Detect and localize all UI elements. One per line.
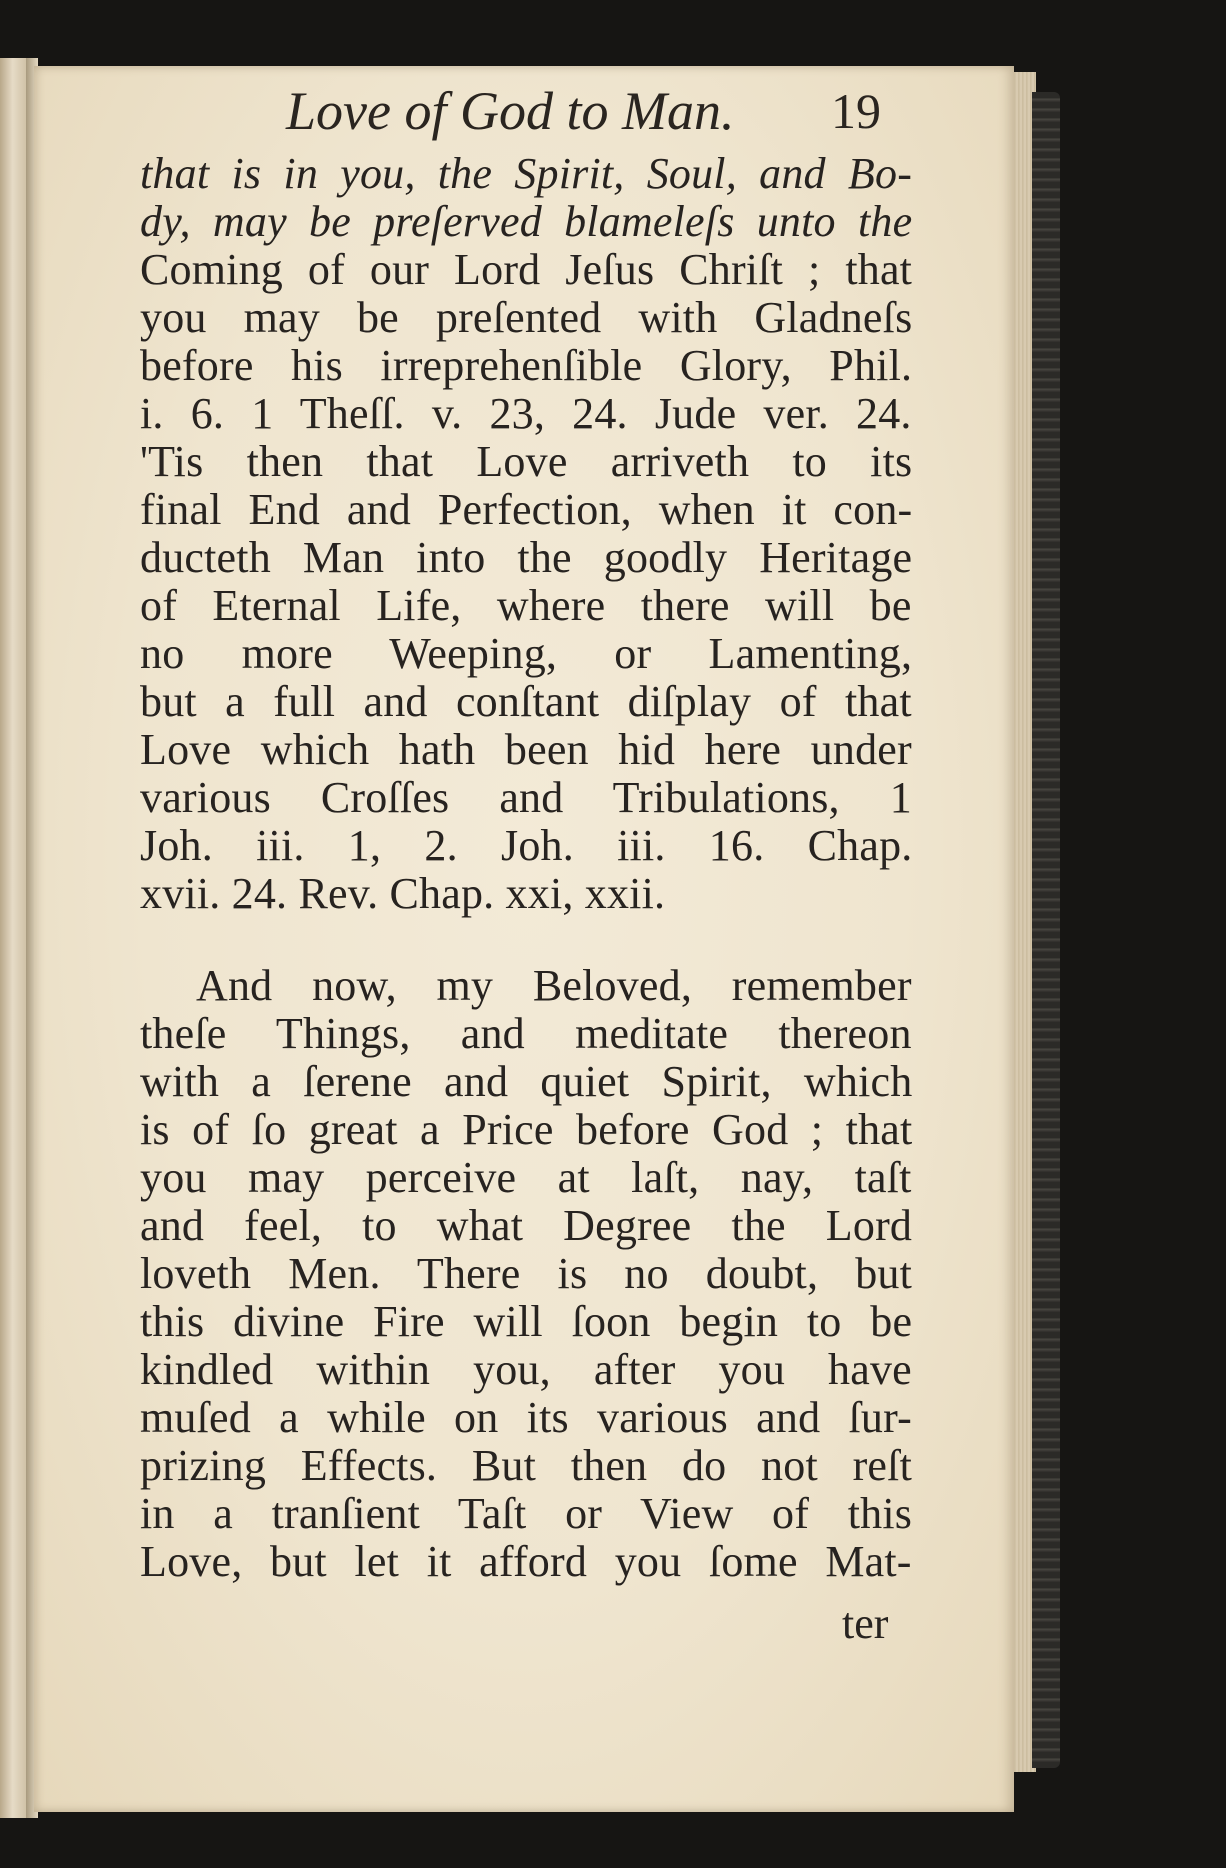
line-text: this divine Fire will ſoon begin to be [140, 1297, 913, 1346]
text-line [140, 390, 912, 438]
text-line [140, 1154, 912, 1202]
line-text: 'Tis then that Love arriveth to its [140, 437, 913, 486]
line-text: that is in you, the Spirit, Soul, and Bo- [140, 149, 913, 198]
text-line [140, 342, 912, 390]
line-text: dy, may be preſerved blameleſs unto the [140, 197, 913, 246]
text-line [140, 1058, 912, 1106]
text-line [140, 1010, 912, 1058]
text-line [140, 438, 912, 486]
text-line [140, 582, 912, 630]
line-text: muſed a while on its various and ſur- [140, 1393, 912, 1442]
line-text: i. 6. 1 Theſſ. v. 23, 24. Jude ver. 24. [140, 389, 912, 438]
text-line [140, 1346, 912, 1394]
text-line [140, 870, 912, 918]
line-text: Love, but let it afford you ſome Mat- [140, 1537, 912, 1586]
text-line [140, 1490, 912, 1538]
line-text: loveth Men. There is no doubt, but [140, 1249, 913, 1298]
line-text: with a ſerene and quiet Spirit, which [140, 1057, 913, 1106]
running-head: Love of God to Man. [286, 81, 735, 141]
text-line [140, 1106, 912, 1154]
text-line [140, 1250, 912, 1298]
line-text: theſe Things, and meditate thereon [140, 1009, 912, 1058]
previous-page-edge [0, 58, 28, 1818]
line-text: no more Weeping, or Lamenting, [140, 629, 913, 678]
book-cover-edge [1032, 92, 1060, 1768]
page-header [286, 80, 906, 150]
line-text: is of ſo great a Price before God ; that [140, 1105, 913, 1154]
line-text: And now, my Beloved, remember [196, 961, 912, 1010]
text-line [140, 1442, 912, 1490]
catchword: ter [842, 1599, 889, 1648]
line-text: Joh. iii. 1, 2. Joh. iii. 16. Chap. [140, 821, 913, 870]
text-line [140, 630, 912, 678]
body-text [140, 150, 912, 1586]
text-line [140, 726, 912, 774]
text-line [140, 198, 912, 246]
line-text: you may be preſented with Gladneſs [140, 293, 913, 342]
text-line [140, 150, 912, 198]
line-text: but a full and conſtant diſplay of that [140, 677, 912, 726]
text-line [140, 678, 912, 726]
text-line [140, 534, 912, 582]
line-text: you may perceive at laſt, nay, taſt [140, 1153, 912, 1202]
text-line [140, 962, 912, 1010]
line-text: various Croſſes and Tribulations, 1 [140, 773, 912, 822]
line-text: of Eternal Life, where there will be [140, 581, 912, 630]
text-line [140, 294, 912, 342]
text-line [140, 486, 912, 534]
line-text: in a tranſient Taſt or View of this [140, 1489, 913, 1538]
line-text: Coming of our Lord Jeſus Chriſt ; that [140, 245, 913, 294]
line-text: xvii. 24. Rev. Chap. xxi, xxii. [140, 869, 666, 918]
text-line [140, 246, 912, 294]
text-line [140, 1538, 912, 1586]
line-text: ducteth Man into the goodly Heritage [140, 533, 913, 582]
text-line [140, 1202, 912, 1250]
text-line [140, 774, 912, 822]
page-number: 19 [831, 83, 881, 139]
text-line [140, 1298, 912, 1346]
text-line [140, 822, 912, 870]
paragraph-gap [140, 918, 912, 962]
line-text: Love which hath been hid here under [140, 725, 912, 774]
line-text: final End and Perfection, when it con- [140, 485, 913, 534]
line-text: prizing Effects. But then do not reſt [140, 1441, 913, 1490]
line-text: before his irreprehenſible Glory, Phil. [140, 341, 913, 390]
line-text: and feel, to what Degree the Lord [140, 1201, 913, 1250]
line-text: kindled within you, after you have [140, 1345, 912, 1394]
text-line [140, 1394, 912, 1442]
